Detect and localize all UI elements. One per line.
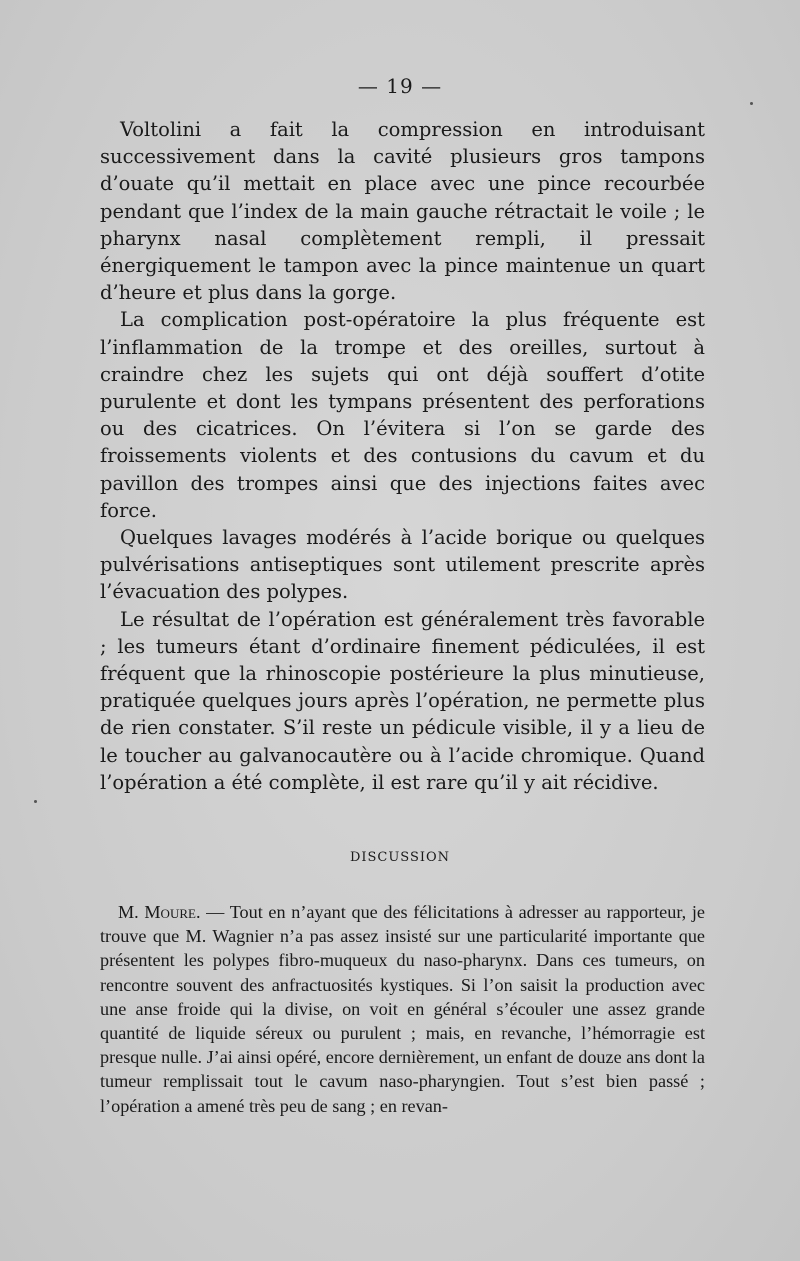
print-speck [750,102,753,105]
discussion-body: — Tout en n’ayant que des félicitations à adresser au rapporteur, je trouve que M. Wagnier n’a pas assez insisté sur une particularité importante que présentent les polypes fibro-muqueux du naso-pharynx. Dans ces tumeurs, on rencontre souvent des anfractuosités kystiques. Si l’on saisit la production avec une anse froide qui la divise, on voit en général s’écouler une assez grande quantité de liquide séreux ou purulent ; mais, en revanche, l’hémorragie est presque nulle. J’ai ainsi opéré, encore dernièrement, un enfant de douze ans dont la tumeur remplissait tout le cavum naso-pharyngien. Tout s’est bien passé ; l’opération a amené très peu de sang ; en revan- [100,902,706,1116]
paragraph-complication: La complication post-opératoire la plus fréquente est l’inflammation de la trompe et des oreilles, surtout à craindre chez les sujets qui ont déjà souffert d’otite purulente et dont les tympans présentent des perforations ou des cicatrices. On l’évitera si l’on se garde des froissements violents et des contusions du cavum et du pavillon des trompes ainsi que des injections faites avec force. [100,308,705,522]
page-number: — 19 — [357,74,443,98]
paragraph-voltolini: Voltolini a fait la compression en introduisant successivement dans la cavité plusieurs gros tampons d’ouate qu’il mettait en place avec une pince recourbée pendant que l’index de la main gauche rétractait le voile ; le pharynx nasal complètement rempli, il pressait énergiquement le tampon avec la pince maintenue un quart d’heure et plus dans la gorge. [100,118,705,305]
speaker-name: M. Moure. [118,902,201,922]
print-speck [34,800,37,803]
discussion-paragraph [100,900,705,1118]
discussion-text [100,900,705,1118]
main-text [100,116,705,796]
paragraph-resultat: Le résultat de l’opération est généralement très favorable ; les tumeurs étant d’ordinaire finement pédiculées, il est fréquent que la rhinoscopie postérieure la plus minutieuse, pratiquée quelques jours après l’opération, ne permette plus de rien constater. S’il reste un pédicule visible, il y a lieu de le toucher au galvanocautère ou à l’acide chromique. Quand l’opération a été complète, il est rare qu’il y ait récidive. [100,607,705,794]
paragraph-lavages: Quelques lavages modérés à l’acide borique ou quelques pulvérisations antiseptiques sont utilement prescrite après l’évacuation des polypes. [100,526,705,604]
section-heading: DISCUSSION [349,850,451,865]
